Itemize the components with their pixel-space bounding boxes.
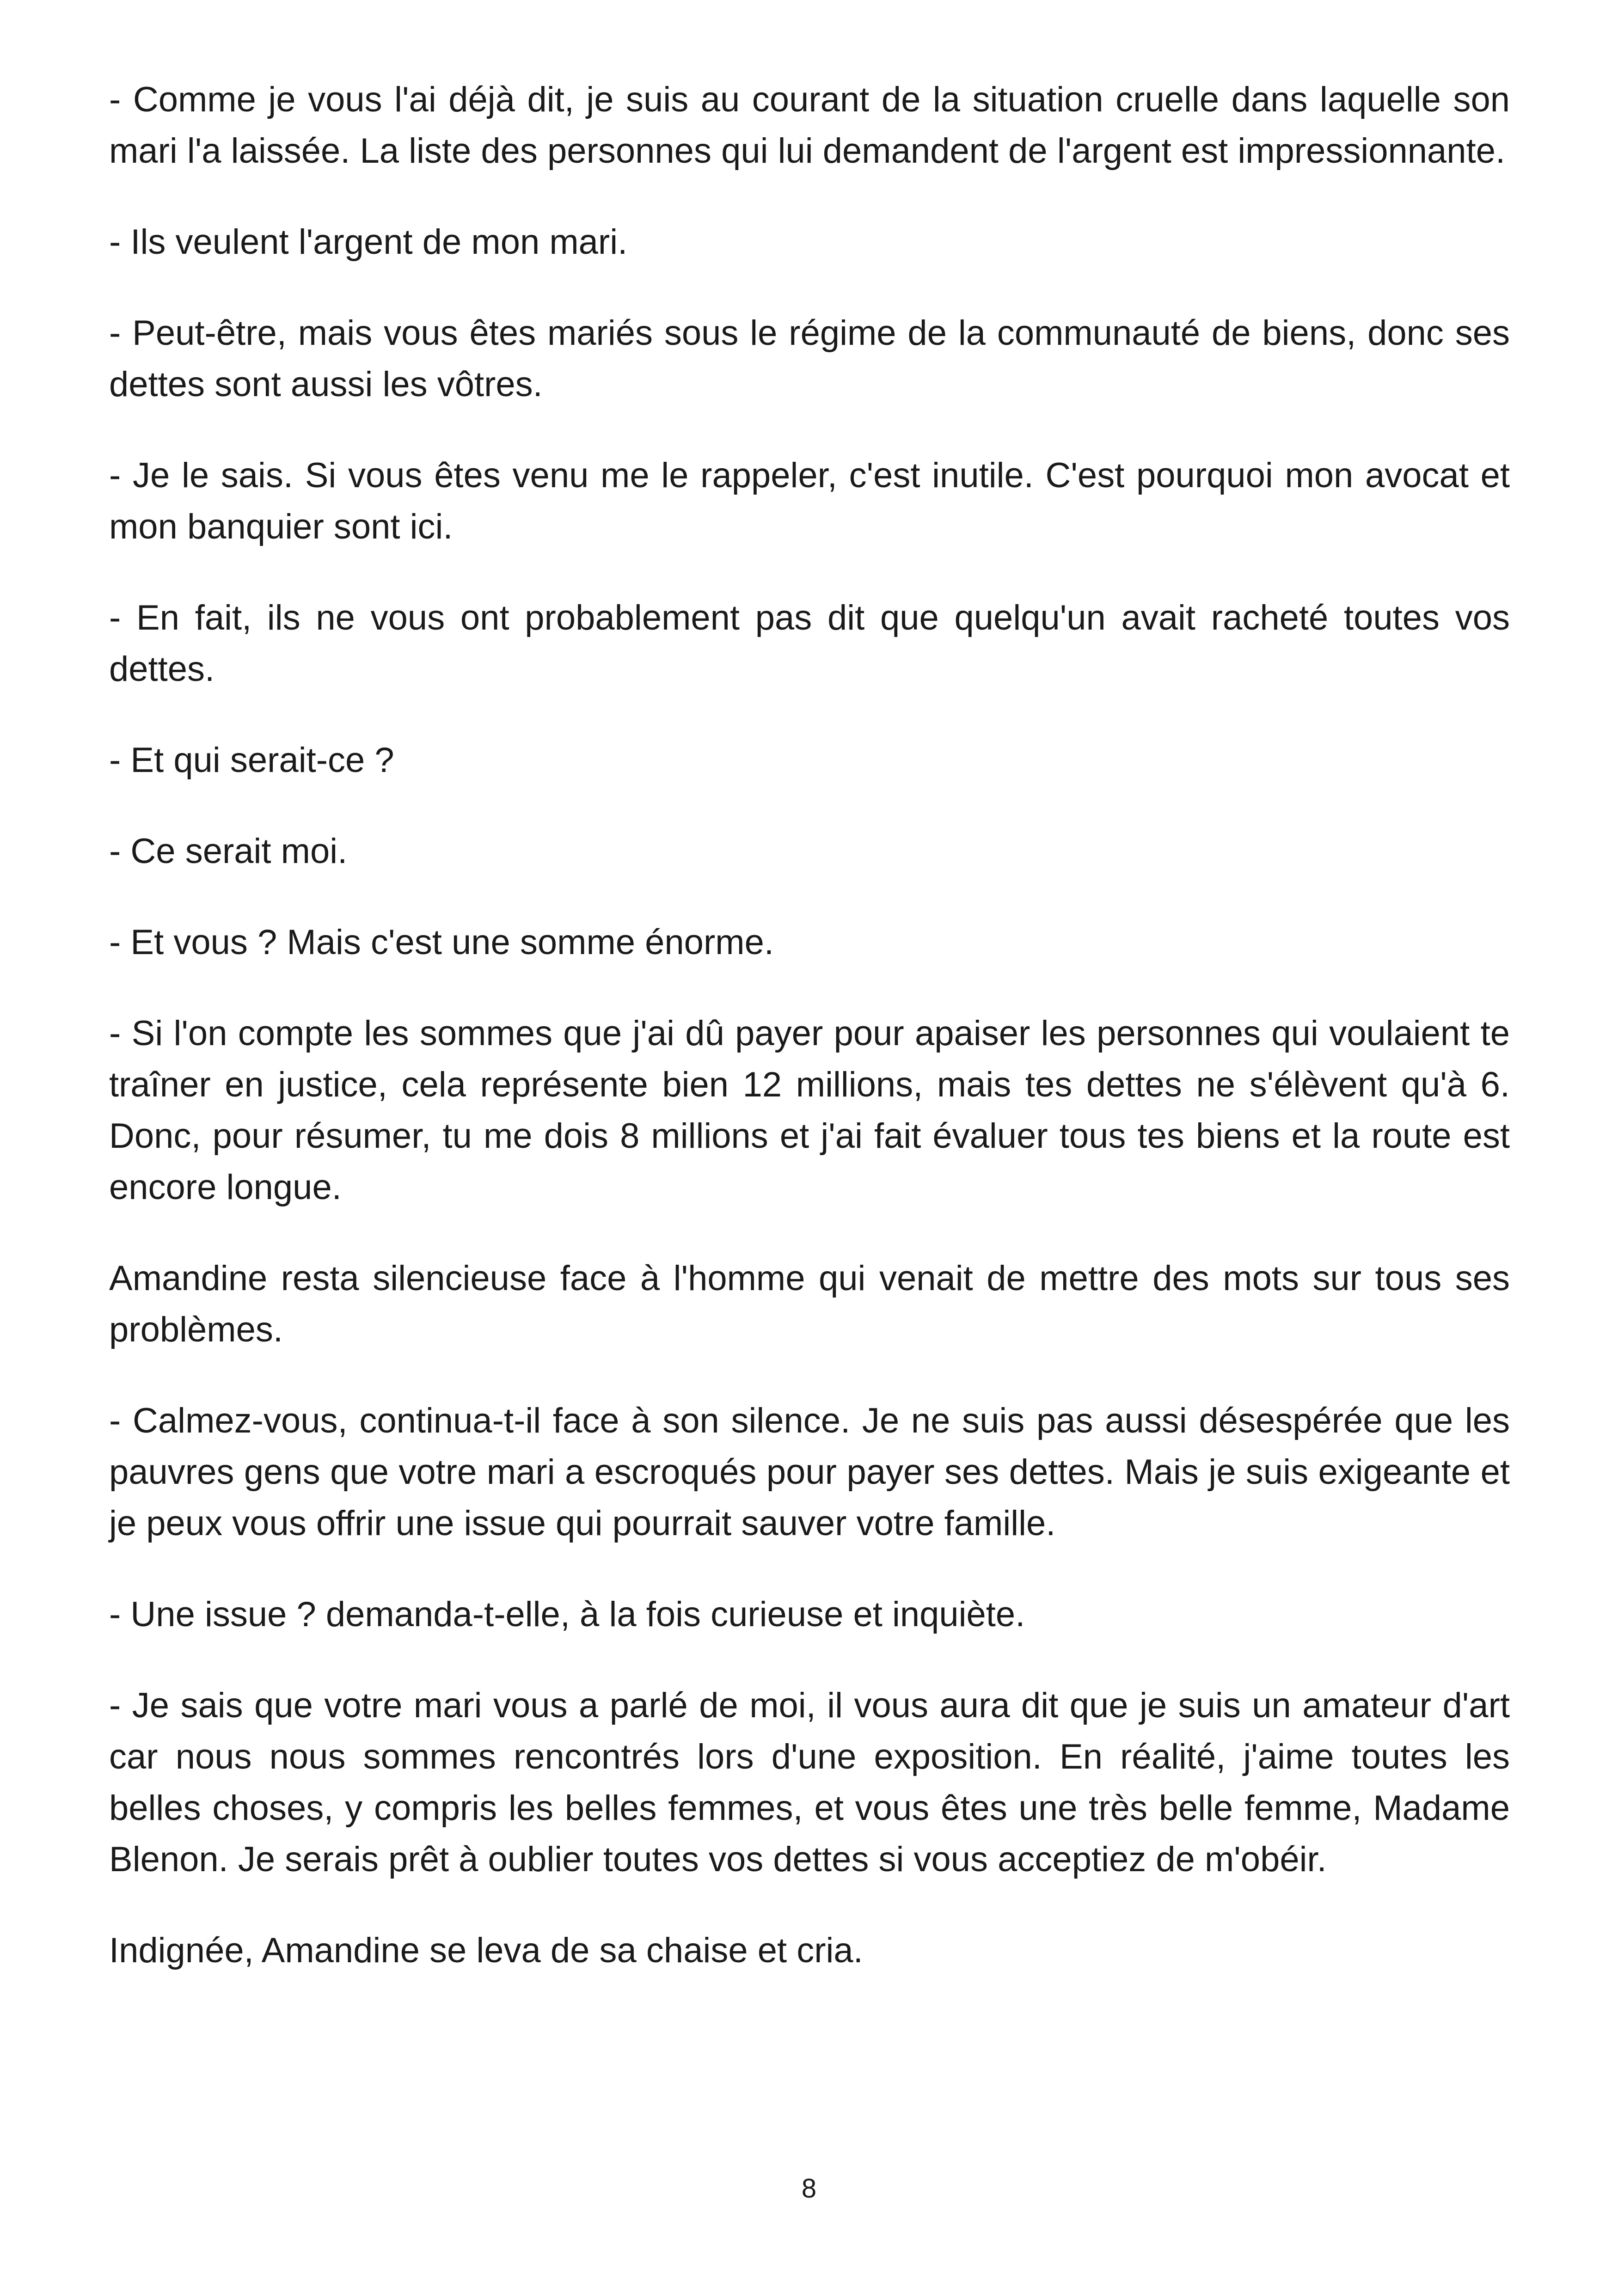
paragraph: - Ce serait moi. <box>109 832 348 871</box>
page-body <box>109 74 1510 2016</box>
paragraph: - Peut-être, mais vous êtes mariés sous le régime de la communauté de biens, donc ses dettes sont aussi les vôtres. <box>109 313 1510 404</box>
paragraph: - Je le sais. Si vous êtes venu me le rappeler, c'est inutile. C'est pourquoi mon avocat et mon banquier sont ici. <box>109 456 1510 546</box>
paragraph: - Et vous ? Mais c'est une somme énorme. <box>109 923 774 962</box>
paragraph: - Une issue ? demanda-t-elle, à la fois curieuse et inquiète. <box>109 1595 1025 1634</box>
paragraph: - Comme je vous l'ai déjà dit, je suis au courant de la situation cruelle dans laquelle son mari l'a laissée. La liste des personnes qui lui demandent de l'argent est impressionnante. <box>109 80 1510 171</box>
paragraph: - Si l'on compte les sommes que j'ai dû payer pour apaiser les personnes qui voulaient te traîner en justice, cela représente bien 12 millions, mais tes dettes ne s'élèvent qu'à 6. Donc, pour résumer, tu me dois 8 millions et j'ai fait évaluer tous tes biens et la route est encore longue. <box>109 1014 1510 1207</box>
paragraph: - Ils veulent l'argent de mon mari. <box>109 222 628 262</box>
paragraph: - Je sais que votre mari vous a parlé de moi, il vous aura dit que je suis un amateur d'art car nous nous sommes rencontrés lors d'une exposition. En réalité, j'aime toutes les belles choses, y compris les belles femmes, et vous êtes une très belle femme, Madame Blenon. Je serais prêt à oublier toutes vos dettes si vous acceptiez de m'obéir. <box>109 1686 1510 1879</box>
paragraph: - En fait, ils ne vous ont probablement pas dit que quelqu'un avait racheté toutes vos dettes. <box>109 598 1510 689</box>
paragraph: - Et qui serait-ce ? <box>109 741 394 780</box>
paragraph: - Calmez-vous, continua-t-il face à son silence. Je ne suis pas aussi désespérée que les pauvres gens que votre mari a escroqués pour payer ses dettes. Mais je suis exigeante et je peux vous offrir une issue qui pourrait sauver votre famille. <box>109 1401 1510 1543</box>
paragraph: Indignée, Amandine se leva de sa chaise et cria. <box>109 1931 863 1970</box>
page-number: 8 <box>801 2174 817 2204</box>
paragraph: Amandine resta silencieuse face à l'homme qui venait de mettre des mots sur tous ses problèmes. <box>109 1259 1510 1349</box>
